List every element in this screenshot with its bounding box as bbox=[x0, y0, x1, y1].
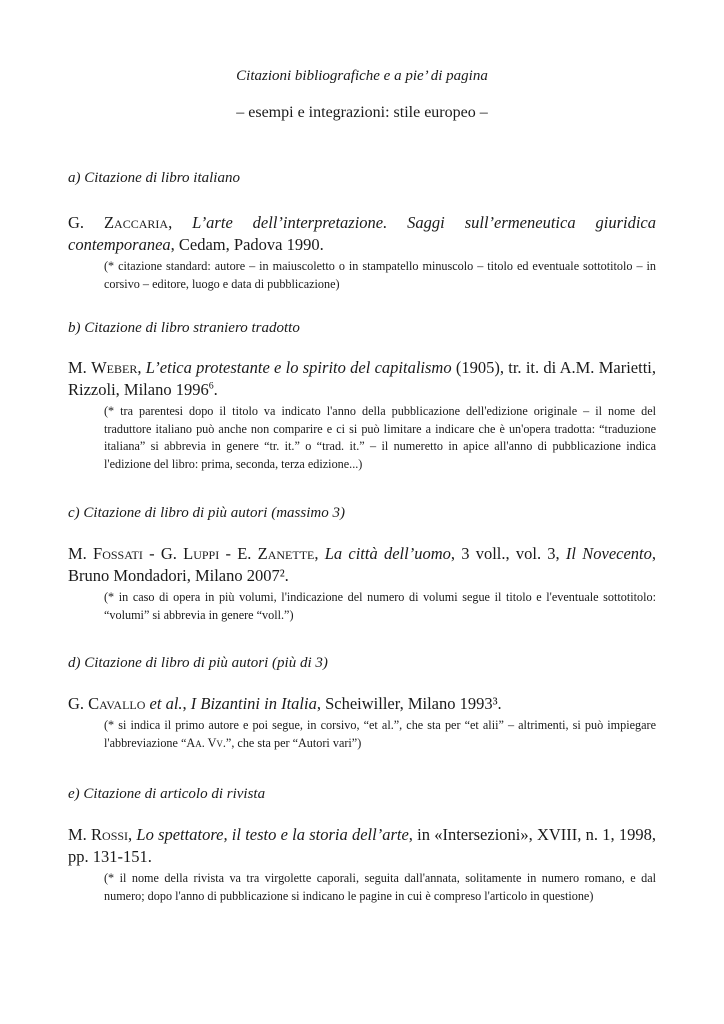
separator: , bbox=[314, 544, 325, 563]
edition-superscript: 6 bbox=[208, 380, 214, 392]
publication-details: , Scheiwiller, Milano 1993³. bbox=[316, 694, 502, 713]
citation bbox=[68, 212, 656, 256]
separator: , bbox=[137, 358, 146, 377]
publication-details: , Cedam, Padova 1990. bbox=[170, 235, 324, 254]
note-text: (* si indica il primo autore e poi segue, in corsivo, “et al.”, che sta per “et alii” – altrimenti, si può impiegare l'abbreviazione “ bbox=[104, 718, 656, 750]
author-surname: Zaccaria bbox=[103, 213, 169, 232]
volume-details: , 3 voll., vol. 3, bbox=[450, 544, 566, 563]
citation bbox=[68, 693, 656, 715]
section-d bbox=[68, 655, 656, 752]
separator: - E. bbox=[219, 544, 258, 563]
separator: - G. bbox=[142, 544, 184, 563]
explanatory-note: (* in caso di opera in più volumi, l'indicazione del numero di volumi segue il titolo e l'eventuale sottotitolo: “volumi” si abbrevia in genere “voll.”) bbox=[104, 590, 656, 622]
separator: , bbox=[128, 825, 137, 844]
separator: , bbox=[168, 213, 193, 232]
note-abbreviation: Aa. Vv. bbox=[186, 735, 226, 750]
author-surname: Zanette bbox=[257, 544, 315, 563]
book-title: I Bizantini in Italia bbox=[190, 694, 317, 713]
book-title: L’arte dell’interpretazione. Saggi sull’ermeneutica giuridica contemporanea bbox=[68, 213, 656, 254]
citation bbox=[68, 824, 656, 868]
explanatory-note: (* tra parentesi dopo il titolo va indicato l'anno della pubblicazione dell'edizione originale – il nome del traduttore italiano può anche non comparire e ci si può limitare a indicare che è un'opera tradotta: “traduzione italiana” si abbrevia in genere “tr. it.” o “trad. it.” – il numeretto in apice all'anno di pubblicazione indica l'edizione del libro: prima, seconda, terza edizione...) bbox=[104, 404, 656, 471]
author-initial: M. bbox=[68, 544, 94, 563]
page-title: Citazioni bibliografiche e a pie’ di pagina bbox=[236, 68, 488, 84]
citation bbox=[68, 543, 656, 587]
author-surname: Cavallo bbox=[88, 694, 146, 713]
author-surname: Rossi bbox=[91, 825, 129, 844]
author-surname: Fossati bbox=[93, 544, 143, 563]
publication-details: , in «Intersezioni», XVIII, n. 1, 1998, pp. 131-151. bbox=[68, 825, 656, 866]
author-initial: G. bbox=[68, 213, 104, 232]
separator: , bbox=[182, 694, 191, 713]
section-heading: e) Citazione di articolo di rivista bbox=[68, 786, 266, 802]
author-initial: M. bbox=[68, 825, 92, 844]
explanatory-note bbox=[104, 717, 656, 752]
publication-details: , Bruno Mondadori, Milano 2007². bbox=[68, 544, 656, 585]
section-a bbox=[68, 170, 656, 293]
author-initial: M. bbox=[68, 358, 92, 377]
citation bbox=[68, 357, 656, 401]
citation-end: . bbox=[213, 380, 218, 399]
author-surname: Luppi bbox=[183, 544, 220, 563]
note-text: ”, che sta per “Autori vari”) bbox=[225, 735, 362, 750]
section-heading: a) Citazione di libro italiano bbox=[68, 170, 240, 186]
explanatory-note: (* il nome della rivista va tra virgolette caporali, seguita dall'annata, solitamente in numero romano, e dal numero; dopo l'anno di pubblicazione si indicano le pagine in cui è compreso l'articolo in questione) bbox=[104, 871, 656, 903]
section-heading: b) Citazione di libro straniero tradotto bbox=[68, 320, 300, 336]
book-title: L’etica protestante e lo spirito del capitalismo bbox=[145, 358, 452, 377]
section-e bbox=[68, 786, 656, 905]
section-b bbox=[68, 320, 656, 473]
author-initial: G. bbox=[68, 694, 89, 713]
explanatory-note: (* citazione standard: autore – in maiuscoletto o in stampatello minuscolo – titolo ed eventuale sottotitolo – in corsivo – editore, luogo e data di pubblicazione) bbox=[104, 259, 656, 291]
author-surname: Weber bbox=[91, 358, 138, 377]
book-title: La città dell’uomo bbox=[324, 544, 451, 563]
et-al: et al. bbox=[145, 694, 183, 713]
section-heading: d) Citazione di libro di più autori (più di 3) bbox=[68, 655, 328, 671]
section-heading: c) Citazione di libro di più autori (massimo 3) bbox=[68, 505, 345, 521]
article-title: Lo spettatore, il testo e la storia dell’arte bbox=[136, 825, 409, 844]
page-subtitle: – esempi e integrazioni: stile europeo – bbox=[236, 104, 488, 121]
volume-title: Il Novecento bbox=[565, 544, 652, 563]
section-c bbox=[68, 505, 656, 624]
publication-details: (1905), tr. it. di A.M. Marietti, Rizzoli, Milano 1996 bbox=[68, 358, 656, 399]
